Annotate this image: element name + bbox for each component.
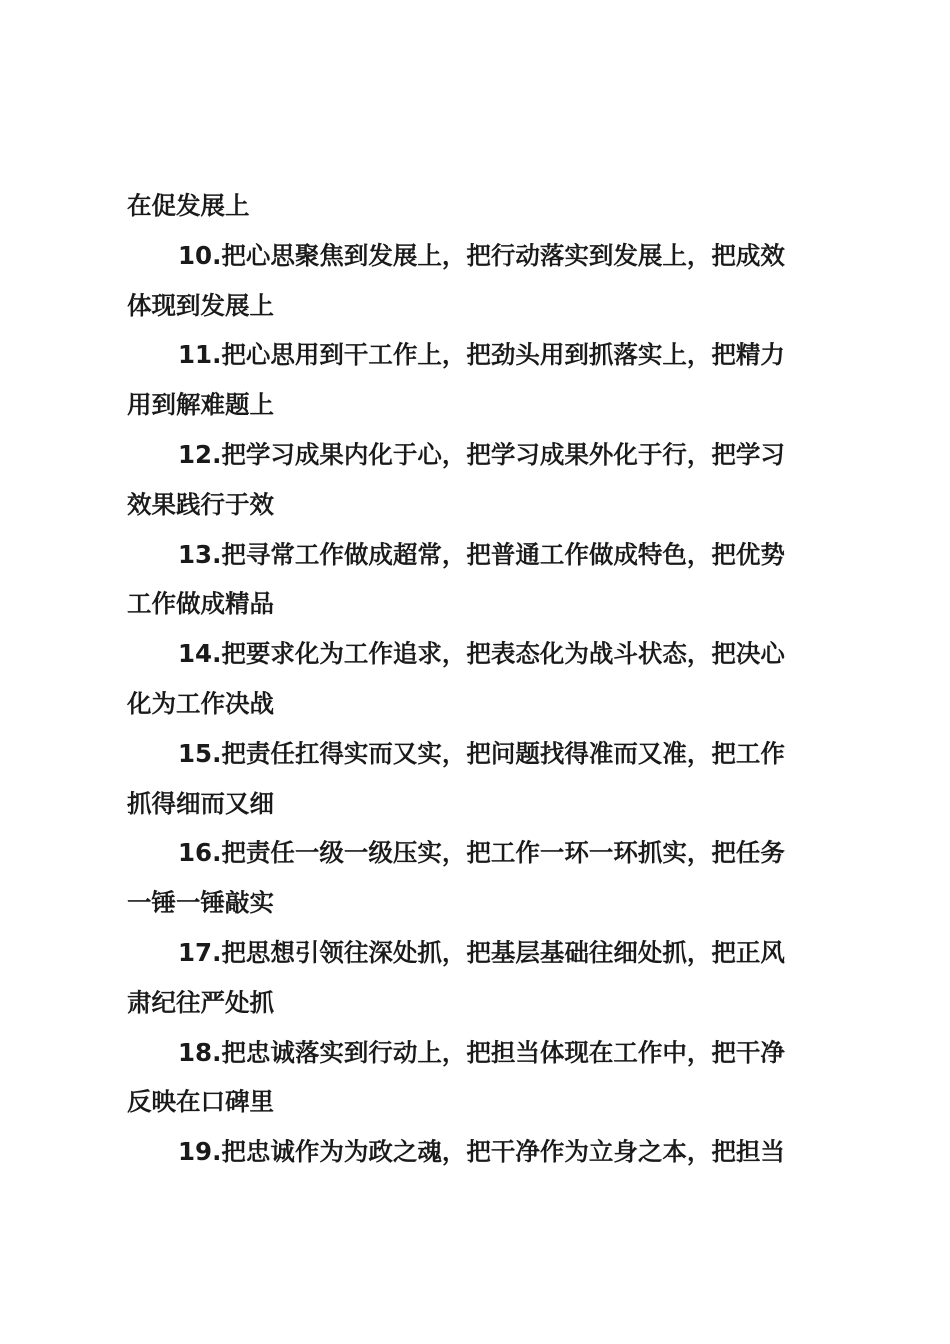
item-17-line-1: 17.把思想引领往深处抓，把基层基础往细处抓，把正风 bbox=[178, 937, 785, 967]
item-18-line-2: 反映在口碑里 bbox=[127, 1087, 274, 1117]
item-16-line-2: 一锤一锤敲实 bbox=[127, 888, 274, 918]
item-10-line-2: 体现到发展上 bbox=[127, 290, 274, 320]
item-10-line-1: 10.把心思聚焦到发展上，把行动落实到发展上，把成效 bbox=[178, 240, 785, 270]
item-13-line-1: 13.把寻常工作做成超常，把普通工作做成特色，把优势 bbox=[178, 539, 785, 569]
item-18-line-1: 18.把忠诚落实到行动上，把担当体现在工作中，把干净 bbox=[178, 1037, 785, 1067]
item-17-line-2: 肃纪往严处抓 bbox=[127, 987, 274, 1017]
item-11-line-2: 用到解难题上 bbox=[127, 390, 274, 420]
fragment-tail-line: 在促发展上 bbox=[127, 191, 250, 220]
item-13-line-2: 工作做成精品 bbox=[127, 589, 274, 619]
item-15-line-1: 15.把责任扛得实而又实，把问题找得准而又准，把工作 bbox=[178, 738, 785, 768]
item-16-line-1: 16.把责任一级一级压实，把工作一环一环抓实，把任务 bbox=[178, 838, 785, 868]
document-body bbox=[127, 181, 833, 1177]
item-12-line-2: 效果践行于效 bbox=[127, 489, 274, 519]
item-14-line-1: 14.把要求化为工作追求，把表态化为战斗状态，把决心 bbox=[178, 639, 785, 669]
item-11-line-1: 11.把心思用到干工作上，把劲头用到抓落实上，把精力 bbox=[178, 340, 785, 370]
item-12-line-1: 12.把学习成果内化于心，把学习成果外化于行，把学习 bbox=[178, 439, 785, 469]
item-19-line-1: 19.把忠诚作为为政之魂，把干净作为立身之本，把担当 bbox=[178, 1137, 785, 1167]
item-15-line-2: 抓得细而又细 bbox=[127, 788, 274, 818]
item-14-line-2: 化为工作决战 bbox=[127, 688, 274, 718]
